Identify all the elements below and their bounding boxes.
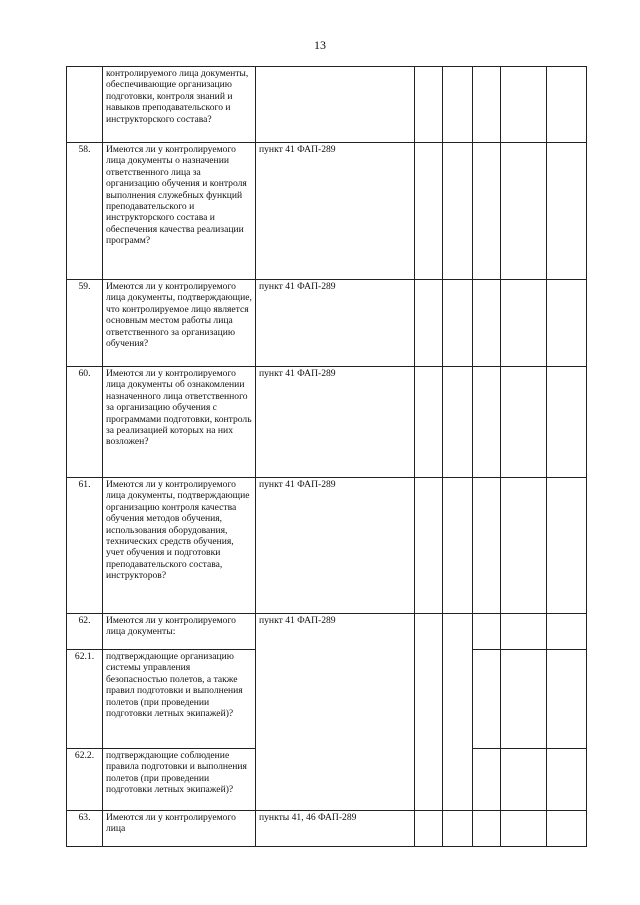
row-question: подтверждающие организацию системы управления безопасностью полетов, а также правил подготовки и выполнения полетов (при проведении подготовки летных экипажей)? [103,650,256,749]
table-row [67,280,587,367]
row-number: 63. [67,811,103,847]
answer-na-cell [473,143,501,280]
extra-cell [547,367,587,478]
answer-na-cell [473,811,501,847]
answer-no-cell [443,811,473,847]
row-number: 62.1. [67,650,103,749]
row-question: Имеются ли у контролируемого лица документы о назначении ответственного лица за организацию обучения и контроля выполнения служебных функций преподавательского и инструкторского состава и обеспечения качества реализации программ? [103,143,256,280]
row-number: 58. [67,143,103,280]
answer-yes-cell [415,811,443,847]
row-reference: пункт 41 ФАП-289 [256,614,415,811]
answer-yes-cell [415,614,443,811]
checklist-table [66,66,587,847]
row-number: 59. [67,280,103,367]
row-number: 62.2. [67,749,103,811]
comment-cell [501,67,547,143]
row-question: Имеются ли у контролируемого лица документы, подтверждающие, что контролируемое лицо является основным местом работы лица ответственного за организацию обучения? [103,280,256,367]
comment-cell [501,478,547,614]
table-row [67,614,587,650]
row-reference: пункт 41 ФАП-289 [256,367,415,478]
answer-yes-cell [415,367,443,478]
extra-cell [547,650,587,749]
row-reference: пункт 41 ФАП-289 [256,143,415,280]
row-reference [256,67,415,143]
comment-cell [501,749,547,811]
answer-no-cell [443,478,473,614]
extra-cell [547,749,587,811]
comment-cell [501,367,547,478]
table-row [67,811,587,847]
row-question: контролируемого лица документы, обеспечивающие организацию подготовки, контроля знаний и навыков преподавательского и инструкторского состава? [103,67,256,143]
answer-na-cell [473,280,501,367]
row-question: Имеются ли у контролируемого лица [103,811,256,847]
extra-cell [547,478,587,614]
extra-cell [547,67,587,143]
table-row [67,143,587,280]
answer-yes-cell [415,478,443,614]
answer-no-cell [443,367,473,478]
answer-na-cell [473,67,501,143]
answer-na-cell [473,650,501,749]
answer-na-cell [473,749,501,811]
row-reference: пункт 41 ФАП-289 [256,280,415,367]
table-row [67,367,587,478]
row-number: 62. [67,614,103,650]
answer-na-cell [473,478,501,614]
page-number: 13 [314,38,326,52]
extra-cell [547,811,587,847]
comment-cell [501,143,547,280]
row-question: Имеются ли у контролируемого лица документы, подтверждающие организацию контроля качества обучения методов обучения, использования оборудования, технических средств обучения, учет обучения и подготовки преподавательского состава, инструкторов? [103,478,256,614]
comment-cell [501,280,547,367]
row-question: Имеются ли у контролируемого лица документы об ознакомлении назначенного лица ответственного за организацию обучения с программами подготовки, контроль за реализацией которых на них возложен? [103,367,256,478]
answer-no-cell [443,614,473,811]
comment-cell [501,614,547,650]
extra-cell [547,143,587,280]
answer-yes-cell [415,280,443,367]
answer-no-cell [443,280,473,367]
row-question: подтверждающие соблюдение правила подготовки и выполнения полетов (при проведении подготовки летных экипажей)? [103,749,256,811]
answer-yes-cell [415,143,443,280]
table-row [67,67,587,143]
table-row [67,478,587,614]
row-number: 61. [67,478,103,614]
row-number [67,67,103,143]
extra-cell [547,614,587,650]
answer-na-cell [473,614,501,650]
row-reference: пункт 41 ФАП-289 [256,478,415,614]
answer-na-cell [473,367,501,478]
row-number: 60. [67,367,103,478]
comment-cell [501,650,547,749]
row-reference: пункты 41, 46 ФАП-289 [256,811,415,847]
comment-cell [501,811,547,847]
extra-cell [547,280,587,367]
answer-no-cell [443,67,473,143]
row-question: Имеются ли у контролируемого лица документы: [103,614,256,650]
answer-no-cell [443,143,473,280]
answer-yes-cell [415,67,443,143]
